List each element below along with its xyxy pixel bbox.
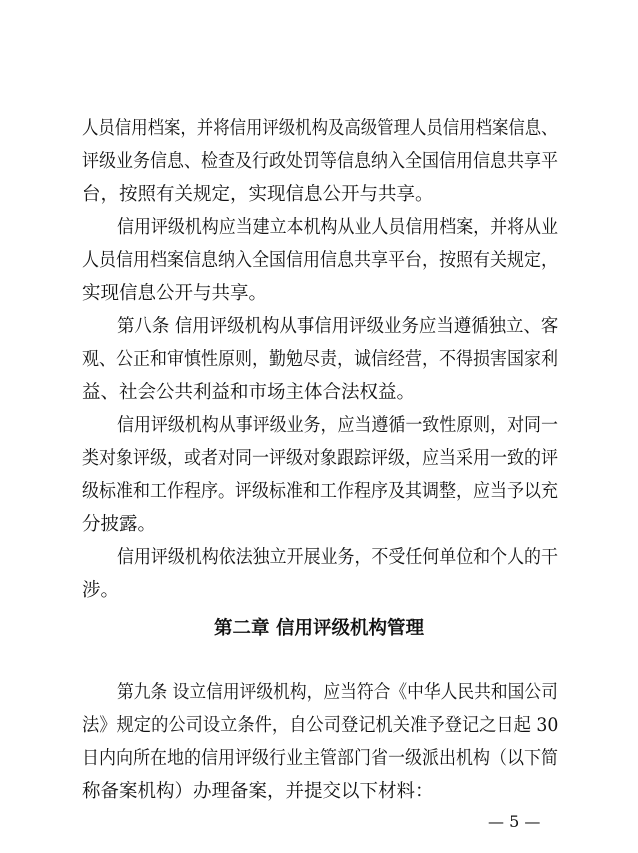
article-8-line: 第八条 信用评级机构从事信用评级业务应当遵循独立、客	[117, 316, 559, 337]
page-number: — 5 —	[488, 812, 541, 831]
text-line: 类对象评级，或者对同一评级对象跟踪评级，应当采用一致的评	[82, 448, 559, 469]
article-9-line: 第九条 设立信用评级机构，应当符合《中华人民共和国公司	[117, 682, 558, 703]
chapter-heading: 第二章 信用评级机构管理	[214, 618, 424, 639]
text-line: 人员信用档案，并将信用评级机构及高级管理人员信用档案信息、	[82, 118, 558, 139]
text-line: 评级业务信息、检查及行政处罚等信息纳入全国信用信息共享平	[82, 151, 559, 172]
text-line: 信用评级机构应当建立本机构从业人员信用档案，并将从业	[117, 217, 558, 238]
text-line: 信用评级机构从事评级业务，应当遵循一致性原则，对同一	[117, 415, 558, 436]
text-line: 称备案机构）办理备案，并提交以下材料：	[82, 781, 434, 802]
text-line: 益、社会公共利益和市场主体合法权益。	[82, 382, 416, 403]
text-line: 涉。	[82, 580, 120, 601]
text-line: 人员信用档案信息纳入全国信用信息共享平台，按照有关规定，	[82, 250, 559, 271]
text-line: 台，按照有关规定，实现信息公开与共享。	[82, 184, 434, 205]
text-line: 法》规定的公司设立条件，自公司登记机关准予登记之日起 30	[82, 715, 559, 736]
text-line: 观、公正和审慎性原则，勤勉尽责，诚信经营，不得损害国家利	[82, 349, 559, 370]
text-line: 信用评级机构依法独立开展业务，不受任何单位和个人的干	[117, 547, 558, 568]
text-line: 实现信息公开与共享。	[82, 283, 268, 304]
text-line: 分披露。	[82, 514, 157, 535]
text-line: 日内向所在地的信用评级行业主管部门省一级派出机构（以下简	[82, 748, 559, 769]
text-line: 级标准和工作程序。评级标准和工作程序及其调整，应当予以充	[82, 481, 559, 502]
